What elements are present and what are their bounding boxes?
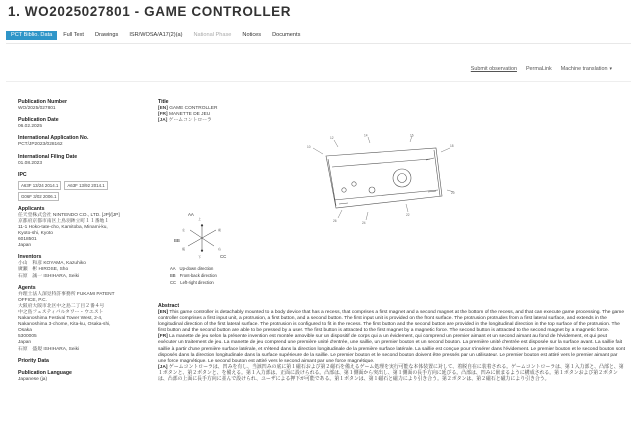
chevron-down-icon: ▾ — [609, 66, 612, 72]
filing-date-value: 01.08.2023 — [18, 160, 43, 166]
agent-line: Nakanoshima Festival Tower West, 2-4, — [18, 316, 103, 322]
machine-translation-label: Machine translation — [560, 66, 608, 72]
ipc-chip[interactable]: G06F 3/02 2006.1 — [18, 192, 59, 201]
publication-date-label: Publication Date — [18, 117, 59, 124]
agent-line: Osaka — [18, 328, 32, 334]
agent-line: 中之島フェスティバルタワー・ウエスト — [18, 309, 104, 315]
inventors-value — [18, 261, 148, 279]
svg-text:26: 26 — [333, 219, 337, 223]
tab-notices[interactable]: Notices — [242, 32, 262, 38]
abstract-label: Abstract — [158, 303, 180, 309]
agent-line: 弁理士法人深見特許事務所 FUKAMI PATENT — [18, 291, 115, 297]
svg-text:24: 24 — [362, 221, 366, 225]
priority-data-label: Priority Data — [18, 357, 49, 364]
toolbar-divider — [6, 81, 631, 82]
agent-line: Nakanoshima 3-chome, Kita-ku, Osaka-shi, — [18, 322, 111, 328]
machine-translation-dropdown[interactable] — [561, 66, 612, 72]
agent-line: 石原 盛規 ISHIHARA, Seiki — [18, 346, 80, 352]
ipc-chip[interactable]: A63F 13/24 2014.1 — [18, 181, 61, 190]
publication-date-value: 06.02.2025 — [18, 124, 43, 130]
title-section — [158, 94, 626, 125]
abstract-fr-text: La manette de jeu selon la présente invention est montée amovible sur un dispositif de corps qui a un évidement, qui comprend un premier aimant et un second aimant au fond de l'évidement, et qui peut exécuter un traitement de jeu. La manette de jeu comprend une première unité d'entrée, une saillie, un premier bouton et un second bouton. La première unité d'entrée est disposée sur la surface avant. La saillie fait saillie à partir d'une première surface latérale, et s'étend dans la direction longitudinale de la première surface latérale. La saillie est conçue pour s'insérer dans l'évidement. Le premier bouton et le second bouton sont disposés dans la direction longitudinale dans la surface supérieure de la saillie. Le premier bouton et le second bouton doivent être pressés par un utilisateur. Le premier bouton est attiré vers le premier aimant par une force magnétique. Le second bouton est attiré vers le second aimant par une force magnétique. — [158, 334, 625, 364]
title-label: Title — [158, 99, 169, 105]
biblio-column — [18, 94, 148, 383]
application-no-value[interactable]: PCT/JP2023/028162 — [18, 142, 63, 148]
lang-tag-fr: [FR] — [158, 112, 168, 118]
agents-value — [18, 292, 148, 353]
controller-drawing — [158, 134, 458, 294]
lang-tag-ja: [JA] — [158, 364, 168, 370]
applicant-line: 11-1 Hoko-tate-cho, Kamitoba, Minami-ku, — [18, 225, 108, 230]
tab-national-phase: National Phase — [193, 32, 232, 38]
tabs-divider — [6, 43, 631, 44]
applicant-line: Japan — [18, 243, 32, 249]
publication-number-label: Publication Number — [18, 99, 67, 105]
abstract-fr — [158, 334, 626, 364]
svg-text:12: 12 — [330, 136, 334, 140]
svg-text:左: 左 — [182, 228, 186, 232]
svg-text:14: 14 — [364, 134, 368, 138]
inventor-line: 小山 和彦 KOYAMA, Kazuhiko — [18, 261, 86, 267]
abstract-ja-text: ゲームコントローラは、凹みを有し、当該凹みの底に第１磁石および第２磁石を備えるゲーム処理を実行可能な本体装置に対して、着脱自在に装着される。ゲームコントローラは、第１入力部と、凸部と、第１ボタンと、第２ボタンと、を備える。第１入力部は、正面に設けられる。凸部は、第１側面から突出し、第１側面の長手方向に延びる。凸部は、凹みに嵌まるように構成される。第１ボタンおよび第２ボタンは、凸部の上面に長手方向に並んで設けられ、ユーザによる押下が可能である。第１ボタンは、第１磁石と磁力により引き合う。第２ボタンは、第２磁石と磁力により引き合う。 — [158, 364, 624, 383]
abstract-section — [158, 298, 626, 383]
applicant-line: 京都府京都市南区上鳥羽鉾立町１１番地１ — [18, 218, 110, 224]
toolbar — [471, 66, 612, 72]
svg-text:16: 16 — [410, 134, 414, 138]
tab-pct-biblio-data[interactable]: PCT Biblio. Data — [6, 31, 57, 40]
applicant-line: Kyoto-shi, Kyoto — [18, 231, 53, 237]
svg-text:上: 上 — [198, 217, 202, 221]
tab-isr-wosa[interactable]: ISR/WOSA/A17(2)(a) — [129, 32, 183, 38]
ipc-label: IPC — [18, 171, 27, 178]
label-aa: AA — [188, 212, 194, 217]
lang-tag-en: [EN] — [158, 106, 168, 111]
agent-line: OFFICE, P.C. — [18, 297, 47, 303]
page-title: 1. WO2025027801 - GAME CONTROLLER — [8, 4, 292, 19]
publication-number-value: WO/2025/027801 — [18, 106, 56, 111]
applicants-value — [18, 213, 148, 250]
ipc-chip[interactable]: A63F 13/92 2014.1 — [64, 181, 107, 190]
lang-tag-en: [EN] — [158, 310, 169, 315]
agent-line: 大阪府大阪市北区中之島二丁目２番４号 — [18, 303, 105, 309]
svg-text:右: 右 — [218, 247, 222, 251]
applicant-line: 6018501 — [18, 237, 37, 243]
label-cc: CC — [220, 254, 227, 259]
abstract-en — [158, 310, 626, 334]
submit-observation-link[interactable]: Submit observation — [470, 66, 517, 72]
patent-drawing[interactable] — [158, 134, 458, 294]
caption-cc: CC Left-right direction — [170, 280, 214, 285]
agent-line: 5300005 — [18, 334, 37, 340]
title-fr: MANETTE DE JEU — [168, 112, 211, 118]
permalink-link[interactable]: PermaLink — [525, 66, 552, 72]
caption-aa: AA Up-down direction — [170, 266, 214, 271]
filing-date-label: International Filing Date — [18, 153, 78, 160]
abstract-en-text: This game controller is detachably mounted to a body device that has a recess, that comprises a first magnet and a second magnet at the bottom of the recess, and that can execute game processing. The game controller comprises a first input unit, a protrusion, a first button, and a second button. The first input unit is provided on the front surface. The protrusion protrudes from a first lateral surface, and extends in the longitudinal direction of the first lateral surface. The protrusion is configured to fit in the recess. The first button and the second button are provided in the longitudinal direction in the top surface of the protrusion. The first button and the second button are able to be pressed by a user. The first button is attracted to the first magnet by a magnetic force. The second button is attracted to the second magnet by a magnetic force. — [158, 310, 625, 334]
applicant-line: 任天堂株式会社 NINTENDO CO., LTD. [JP]/[JP] — [18, 212, 120, 218]
inventor-line: 石原 誠一 ISHIHARA, Seiki — [18, 273, 80, 279]
label-bb: BB — [174, 238, 180, 243]
tab-full-text[interactable]: Full Text — [63, 32, 84, 38]
tab-drawings[interactable]: Drawings — [94, 32, 119, 38]
inventors-label: Inventors — [18, 254, 42, 261]
svg-text:18: 18 — [450, 144, 454, 148]
lang-tag-ja: [JA] — [158, 118, 168, 124]
tab-documents[interactable]: Documents — [272, 32, 301, 38]
abstract-ja — [158, 365, 626, 383]
svg-text:10: 10 — [307, 145, 311, 149]
inventor-line: 廣瀬 彬 HIROSE, Sho — [18, 267, 69, 273]
lang-tag-fr: [FR] — [158, 334, 168, 340]
publication-language-value: Japanese (ja) — [18, 376, 48, 382]
svg-text:前: 前 — [218, 228, 222, 232]
agent-line: Japan — [18, 340, 32, 346]
svg-text:後: 後 — [182, 247, 186, 251]
publication-language-label: Publication Language — [18, 369, 72, 376]
agents-label: Agents — [18, 284, 36, 291]
svg-text:22: 22 — [406, 213, 410, 217]
caption-bb: BB Front-back direction — [170, 273, 217, 278]
title-en: GAME CONTROLLER — [169, 106, 218, 111]
svg-text:20: 20 — [451, 191, 455, 195]
svg-text:下: 下 — [198, 255, 202, 259]
applicants-label: Applicants — [18, 205, 45, 212]
title-ja: ゲームコントローラ — [168, 118, 212, 124]
application-no-label: International Application No. — [18, 135, 89, 142]
